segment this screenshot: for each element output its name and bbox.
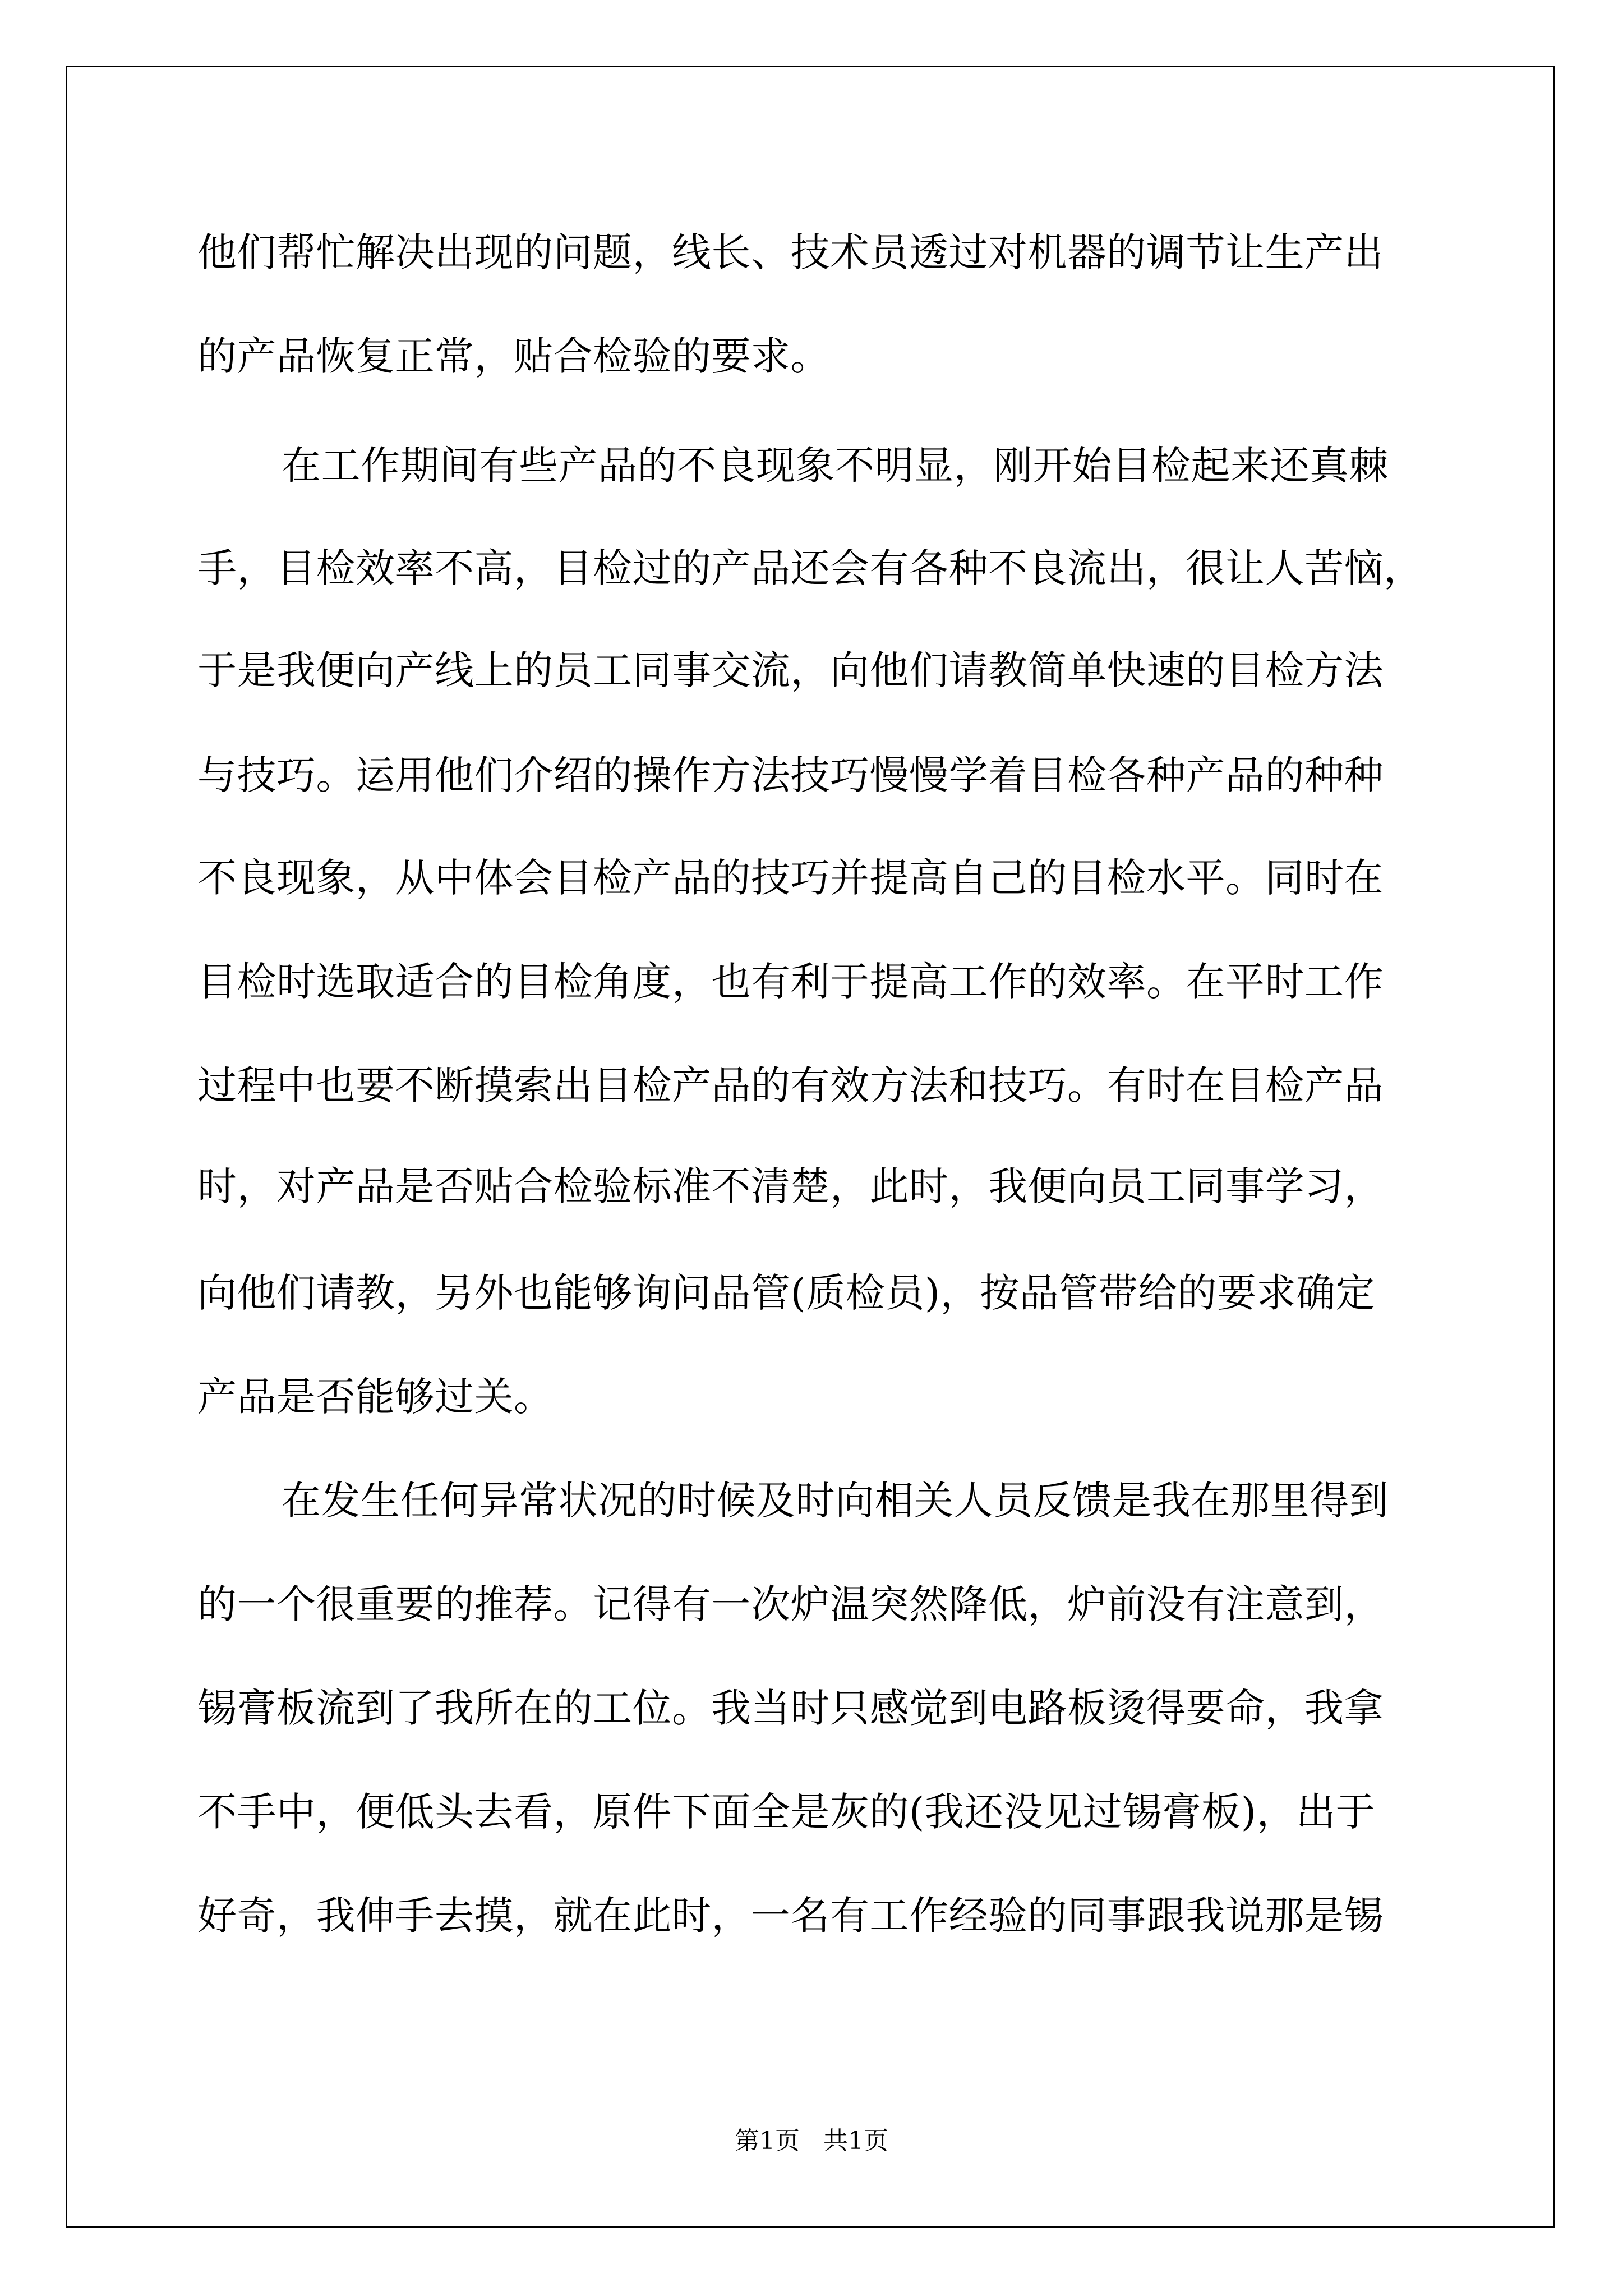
- text-line: 目检时选取适合的目检角度，也有利于提高工作的效率。在平时工作: [197, 959, 1384, 1005]
- text-line: 时，对产品是否贴合检验标准不清楚，此时，我便向员工同事学习，: [197, 1163, 1384, 1209]
- text-line: 锡膏板流到了我所在的工位。我当时只感觉到电路板烫得要命，我拿: [197, 1685, 1384, 1731]
- text-line: 向他们请教，另外也能够询问品管(质检员)，按品管带给的要求确定: [197, 1270, 1376, 1316]
- text-line: 与技巧。运用他们介绍的操作方法技巧慢慢学着目检各种产品的种种: [197, 752, 1384, 798]
- text-line: 手，目检效率不高，目检过的产品还会有各种不良流出，很让人苦恼，: [197, 545, 1423, 591]
- text-line: 不手中，便低头去看，原件下面全是灰的(我还没见过锡膏板)，出于: [197, 1789, 1376, 1835]
- text-line: 的产品恢复正常，贴合检验的要求。: [197, 333, 830, 379]
- text-line: 的一个很重要的推荐。记得有一次炉温突然降低，炉前没有注意到，: [197, 1581, 1384, 1627]
- text-line: 产品是否能够过关。: [197, 1374, 554, 1420]
- text-line: 在发生任何异常状况的时候及时向相关人员反馈是我在那里得到: [282, 1478, 1389, 1524]
- text-line: 过程中也要不断摸索出目检产品的有效方法和技巧。有时在目检产品: [197, 1062, 1384, 1108]
- text-line: 在工作期间有些产品的不良现象不明显，刚开始目检起来还真棘: [282, 443, 1389, 489]
- text-line: 好奇，我伸手去摸，就在此时，一名有工作经验的同事跟我说那是锡: [197, 1893, 1384, 1939]
- text-line: 他们帮忙解决出现的问题，线长、技术员透过对机器的调节让生产出: [197, 229, 1384, 275]
- text-line: 于是我便向产线上的员工同事交流，向他们请教简单快速的目检方法: [197, 647, 1384, 693]
- text-line: 不良现象，从中体会目检产品的技巧并提高自己的目检水平。同时在: [197, 855, 1384, 901]
- page-footer: 第1页 共1页: [735, 2127, 888, 2155]
